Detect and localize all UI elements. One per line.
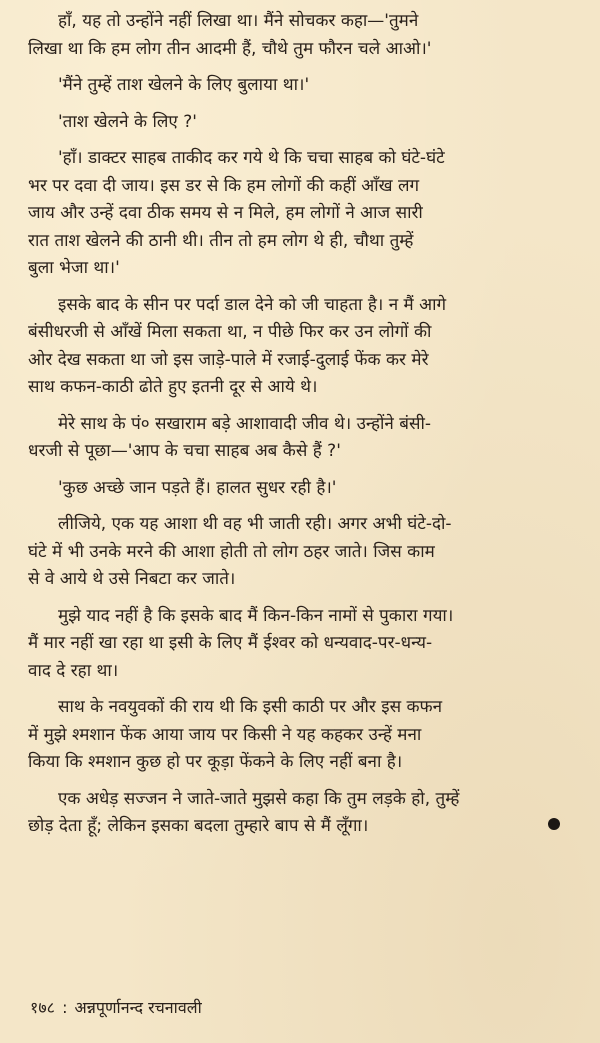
paragraph <box>28 411 578 466</box>
text-line: मेरे साथ के पं० सखाराम बड़े आशावादी जीव थे। उन्होंने बंसी- <box>58 413 431 434</box>
paragraph <box>28 511 578 594</box>
paragraph <box>28 72 578 100</box>
paragraph <box>28 694 578 777</box>
paragraph <box>28 145 578 283</box>
text-line: भर पर दवा दी जाय। इस डर से कि हम लोगों की कहीं आँख लग <box>28 175 420 196</box>
paragraph <box>28 603 578 686</box>
text-line: छोड़ देता हूँ; लेकिन इसका बदला तुम्हारे बाप से मैं लूँगा। <box>28 816 369 836</box>
text-line: मैं मार नहीं खा रहा था इसी के लिए मैं ईश्वर को धन्यवाद-पर-धन्य- <box>28 633 433 653</box>
text-line: वाद दे रहा था। <box>28 660 119 681</box>
text-line: में मुझे श्मशान फेंक आया जाय पर किसी ने यह कहकर उन्हें मना <box>28 724 422 745</box>
text-line: बुला भेजा था।' <box>28 258 120 278</box>
text-line: ओर देख सकता था जो इस जाड़े-पाले में रजाई-दुलाई फेंक कर मेरे <box>28 349 429 370</box>
paragraph <box>28 109 578 137</box>
paragraph <box>28 475 578 503</box>
book-title: अन्नपूर्णानन्द रचनावली <box>74 998 202 1017</box>
text-line: घंटे में भी उनके मरने की आशा होती तो लोग ठहर जाते। जिस काम <box>28 541 435 562</box>
text-line: इसके बाद के सीन पर पर्दा डाल देने को जी चाहता है। न मैं आगे <box>58 294 447 315</box>
text-line: 'कुछ अच्छे जान पड़ते हैं। हालत सुधर रही है।' <box>58 477 337 498</box>
paragraph <box>28 8 578 63</box>
paragraph <box>28 292 578 402</box>
text-line: लीजिये, एक यह आशा थी वह भी जाती रही। अगर अभी घंटे-दो- <box>58 514 452 534</box>
text-line: हाँ, यह तो उन्होंने नहीं लिखा था। मैंने सोचकर कहा—'तुमने <box>58 11 419 31</box>
text-line: बंसीधरजी से आँखें मिला सकता था, न पीछे फिर कर उन लोगों की <box>28 322 432 342</box>
text-line: 'ताश खेलने के लिए ?' <box>58 111 197 132</box>
text-line: धरजी से पूछा—'आप के चचा साहब अब कैसे हैं ?' <box>28 441 341 461</box>
text-line: एक अधेड़ सज्जन ने जाते-जाते मुझसे कहा कि तुम लड़के हो, तुम्हें <box>58 788 460 809</box>
text-line: साथ कफन-काठी ढोते हुए इतनी दूर से आये थे। <box>28 377 318 397</box>
paragraph <box>28 786 578 841</box>
text-line: मुझे याद नहीं है कि इसके बाद मैं किन-किन नामों से पुकारा गया। <box>58 605 454 626</box>
text-line: लिखा था कि हम लोग तीन आदमी हैं, चौथे तुम फौरन चले आओ।' <box>28 38 432 59</box>
text-line: साथ के नवयुवकों की राय थी कि इसी काठी पर और इस कफन <box>58 697 443 717</box>
text-line: किया कि श्मशान कुछ हो पर कूड़ा फेंकने के लिए नहीं बना है। <box>28 752 403 772</box>
text-line: 'हाँ। डाक्टर साहब ताकीद कर गये थे कि चचा साहब को घंटे-घंटे <box>58 148 445 168</box>
footer-separator: : <box>62 998 68 1017</box>
section-end-bullet-icon <box>548 818 560 830</box>
text-line: 'मैंने तुम्हें ताश खेलने के लिए बुलाया था।' <box>58 75 310 95</box>
page-footer <box>30 996 202 1018</box>
text-line: जाय और उन्हें दवा ठीक समय से न मिले, हम लोगों ने आज सारी <box>28 203 423 223</box>
text-line: रात ताश खेलने की ठानी थी। तीन तो हम लोग थे ही, चौथा तुम्हें <box>28 230 414 251</box>
text-line: से वे आये थे उसे निबटा कर जाते। <box>28 569 236 589</box>
page-number: १७८ <box>30 998 55 1017</box>
